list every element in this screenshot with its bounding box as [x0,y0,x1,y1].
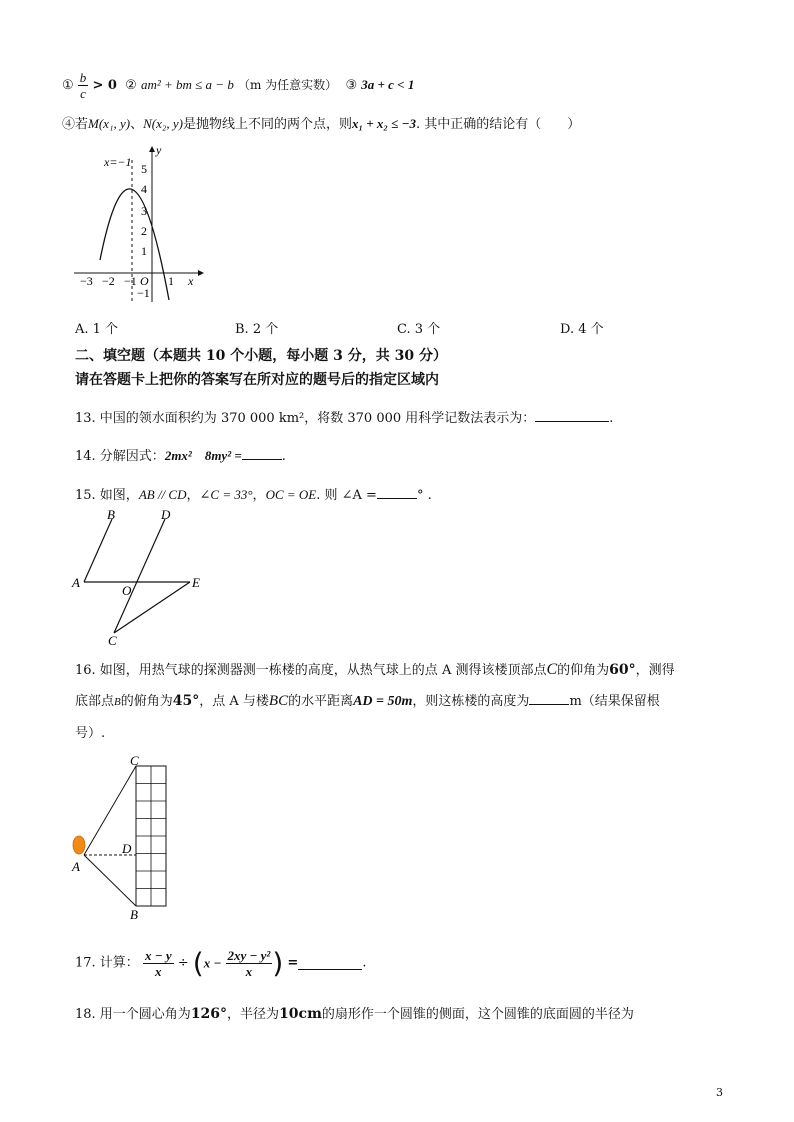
q17-tail: . [362,955,367,971]
q18-text: 的扇形作一个圆锥的侧面，这个圆锥的底面圆的半径为 [321,1007,634,1022]
q15-tail: ° . [416,488,432,503]
q13-text: 13. 中国的领水面积约为 370 000 km²，将数 370 000 用科学记数法表示为： [75,411,536,426]
label-E: E [192,575,200,590]
building [136,766,166,906]
answer-blank[interactable] [242,447,282,460]
frac-denominator: x [155,964,162,979]
parabola-graph [70,142,205,307]
separator: 、 [130,117,144,132]
x-axis-label: x [188,274,194,288]
q16-text: 的俯角为 [120,694,173,709]
q16-text: 的水平距离 [288,694,354,709]
q18-text: ，半径为 [227,1007,280,1022]
q13-tail: . [609,411,614,426]
condition-2-mark: ② [125,78,137,93]
q15-equal: OC = OE [265,487,317,502]
q18-angle: 126° [190,1006,228,1022]
frac-denominator: x [245,964,253,979]
symmetry-line-label: x=−1 [104,155,132,169]
frac-denominator: c [80,86,86,101]
answer-blank[interactable] [298,957,362,970]
q16-text: 16. 如图，用热气球的探测器测一栋楼的高度，从热气球上的点 A 测得该楼顶部点 [75,663,547,678]
label-C: C [130,753,139,768]
y-tick-1: 1 [141,244,147,258]
q17-fraction-2 [226,948,273,979]
y-tick-neg1: −1 [137,286,150,300]
q14-text: 14. 分解因式： [75,449,165,464]
q14-tail: . [281,449,286,464]
x-tick-neg2: −2 [102,274,115,288]
q15-figure [70,505,210,650]
q17-divide: ÷ [177,955,189,971]
y-tick-4: 4 [141,182,147,196]
q16-building-BC: BC [268,693,289,709]
q16-distance: AD = 50m [353,694,413,709]
point-M: M(x₁, y) [88,116,131,131]
condition-1-fraction [78,70,89,101]
q17-fraction-1 [143,948,174,979]
q16-point-B: B [114,696,121,708]
q15-ask: . 则 ∠A = [316,488,377,503]
q17-text: 17. 计算： [75,955,139,971]
label-B: B [130,907,138,922]
right-paren: ) [272,946,284,980]
q16-text: ，测得 [635,663,675,678]
y-axis-arrow [149,146,155,152]
label-A: A [72,859,80,874]
condition-1-mark: ① [62,78,74,93]
origin-label: O [140,274,149,288]
condition-4-tail: . 其中正确的结论有（ ） [415,117,581,132]
balloon-icon [73,836,85,854]
q16-text: m（结果保留根 [569,694,660,709]
x-tick-neg3: −3 [80,274,93,288]
label-A: A [72,575,80,590]
q12-condition-4 [62,113,580,132]
q15-angle: ∠C = 33° [199,487,253,502]
x-axis-arrow [198,270,204,276]
left-paren: ( [192,946,204,980]
point-N: N(x₂, y) [143,116,183,131]
q16-point-C: C [546,661,558,678]
question-13 [75,407,613,426]
label-O: O [122,583,132,598]
question-16-line2 [75,690,660,710]
option-d: D. 4 个 [560,322,604,337]
answer-blank[interactable] [529,692,569,705]
condition-1-rest: > 0 [92,78,117,93]
y-tick-5: 5 [141,162,147,176]
x-tick-neg1: −1 [124,274,137,288]
question-18 [75,1003,634,1022]
y-tick-2: 2 [141,224,147,238]
question-17 [75,948,366,979]
option-c: C. 3 个 [397,322,441,337]
q16-figure [70,750,180,925]
q18-text: 18. 用一个圆心角为 [75,1007,191,1022]
question-16-line3: 号）. [75,726,106,741]
section-instruction: 请在答题卡上把你的答案写在所对应的题号后的指定区域内 [75,372,439,388]
condition-4-mid: 是抛物线上不同的两个点，则 [182,117,352,132]
q14-expression: 2mx² 8my² = [164,448,242,463]
q16-text: 的仰角为 [557,663,610,678]
q16-text: 底部点 [75,694,115,709]
label-D: D [122,841,132,856]
q18-radius: 10cm [279,1006,322,1022]
answer-blank[interactable] [377,486,417,499]
condition-4-lead: ④若 [62,117,89,132]
condition-2-note: （m 为任意实数） [237,78,338,92]
q17-x-minus: x − [203,955,222,971]
y-tick-3: 3 [141,204,147,218]
q12-conditions-line1 [62,70,414,101]
line-AB [84,855,136,906]
q16-text: ，点 A 与楼 [199,694,269,709]
question-14 [75,445,286,464]
section-title: 二、填空题（本题共 10 个小题，每小题 3 分，共 30 分） [75,348,447,364]
condition-4-inequality: x₁ + x₂ ≤ −3 [351,116,416,131]
q15-parallel: AB // CD [138,487,187,502]
frac-numerator: 2xy − y² [227,948,271,963]
segment-AB [84,519,112,582]
question-15 [75,484,432,503]
frac-numerator: x − y [144,948,172,963]
option-a: A. 1 个 [75,322,119,337]
label-B: B [107,507,115,522]
condition-3-expr: 3a + c < 1 [361,77,415,92]
page-number: 3 [716,1086,723,1099]
q15-text: 15. 如图， [75,488,139,503]
question-16-line1 [75,659,675,679]
separator: ， [186,488,200,503]
frac-numerator: b [79,70,87,85]
q16-text: ，则这栋楼的高度为 [412,694,530,709]
q16-elevation-angle: 60° [609,662,636,678]
condition-3-mark: ③ [345,78,358,93]
answer-blank[interactable] [535,409,609,422]
separator: ， [252,488,266,503]
x-tick-1: 1 [168,274,174,288]
option-b: B. 2 个 [235,322,279,337]
q17-equals: = [287,955,299,971]
label-C: C [108,633,117,648]
y-axis-label: y [156,143,162,157]
condition-2-expr: am² + bm ≤ a − b [140,77,234,92]
q16-depression-angle: 45° [172,693,200,709]
label-D: D [161,507,171,522]
